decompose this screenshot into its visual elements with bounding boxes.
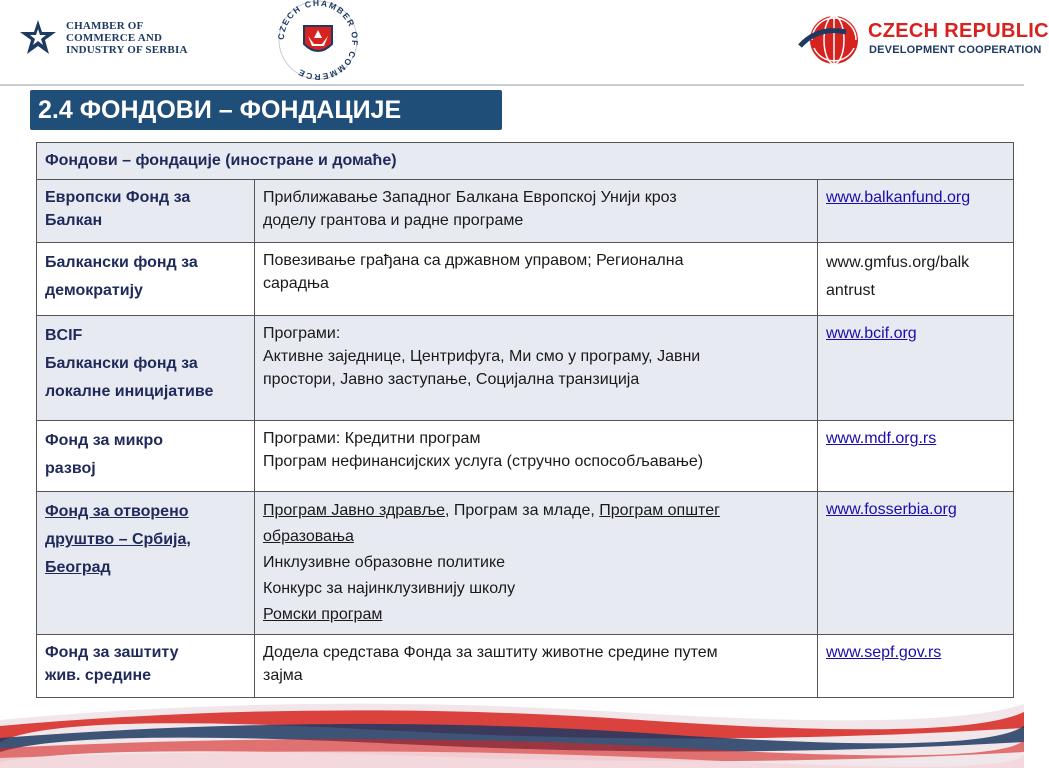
fund-description xyxy=(255,421,818,492)
fund-name-line: жив. средине xyxy=(45,667,152,684)
fund-name-line: Балкански фонд за xyxy=(45,355,198,372)
fund-name-line: Европски Фонд за xyxy=(45,189,191,206)
fund-description xyxy=(255,243,818,316)
table-header-row xyxy=(37,143,1014,180)
chamber-serbia-logo xyxy=(18,14,218,60)
description-line: сарадња xyxy=(263,275,329,292)
table-row xyxy=(37,243,1014,316)
description-line xyxy=(263,498,809,550)
fund-description xyxy=(255,180,818,243)
table-row xyxy=(37,421,1014,492)
fund-name xyxy=(37,243,255,316)
fund-url-link[interactable]: www.mdf.org.rs xyxy=(826,430,937,447)
fund-name-link-line[interactable]: друштво – Србија, xyxy=(45,531,191,548)
fund-url-cell xyxy=(818,243,1014,316)
description-line: Активне заједнице, Центрифуга, Ми смо у програму, Јавни xyxy=(263,348,701,365)
description-line: Додела средстава Фонда за заштиту животне средине путем xyxy=(263,644,718,661)
fund-url-link[interactable]: www.bcif.org xyxy=(826,325,917,342)
fund-name-line: Фонд за заштиту xyxy=(45,644,179,661)
fund-name[interactable] xyxy=(37,492,255,635)
fund-name xyxy=(37,316,255,421)
serbia-logo-line-3: INDUSTRY OF SERBIA xyxy=(66,44,188,56)
serbia-logo-line-1: CHAMBER OF xyxy=(66,20,144,32)
fund-name-line: BCIF xyxy=(45,327,83,344)
table-row xyxy=(37,635,1014,698)
fund-name-line: развој xyxy=(45,460,96,477)
public-health-program-link[interactable]: Програм Јавно здравље xyxy=(263,502,445,519)
fund-name xyxy=(37,180,255,243)
description-line: зајма xyxy=(263,667,303,684)
description-line: Програми: Кредитни програм xyxy=(263,430,481,447)
table-row xyxy=(37,180,1014,243)
fund-url-cell xyxy=(818,180,1014,243)
description-line: Конкурс за најинклузивнију школу xyxy=(263,580,516,597)
roma-program-link[interactable]: Ромски програм xyxy=(263,606,383,623)
header-divider xyxy=(0,84,1024,86)
description-line: Програм нефинансијских услуга (стручно оспособљавање) xyxy=(263,453,704,470)
fund-url-text: www.gmfus.org/balk antrust xyxy=(826,254,970,299)
czech-chamber-seal-icon xyxy=(270,0,366,80)
fund-name-line: Балкански фонд за xyxy=(45,254,198,271)
general-education-program-link[interactable]: Програм општег образовања xyxy=(263,502,720,545)
flag-swoosh-graphic xyxy=(0,690,1024,768)
fund-description xyxy=(255,635,818,698)
globe-swoosh-icon xyxy=(800,12,864,68)
fund-name xyxy=(37,421,255,492)
development-cooperation-text: DEVELOPMENT COOPERATION xyxy=(869,44,1042,56)
fund-url-link[interactable]: www.sepf.gov.rs xyxy=(826,644,942,661)
fund-name xyxy=(37,635,255,698)
table-header: Фондови – фондације (иностране и домаће) xyxy=(37,143,1014,180)
fund-url-cell xyxy=(818,492,1014,635)
fund-name-line: демократију xyxy=(45,282,143,299)
fund-url-cell xyxy=(818,316,1014,421)
fund-description xyxy=(255,492,818,635)
description-line: Инклузивне образовне политике xyxy=(263,554,506,571)
czech-republic-text: CZECH REPUBLIC xyxy=(868,20,1049,42)
fund-name-link-line[interactable]: Београд xyxy=(45,559,111,576)
fund-name-line: Фонд за микро xyxy=(45,432,164,449)
description-line: доделу грантова и радне програме xyxy=(263,212,524,229)
fund-url-cell xyxy=(818,421,1014,492)
description-line: простори, Јавно заступање, Социјална транзиција xyxy=(263,371,640,388)
star-emblem-icon xyxy=(18,18,58,58)
description-text: , Програм за младе, xyxy=(444,502,600,519)
fund-url-link[interactable]: www.fosserbia.org xyxy=(826,501,957,518)
fund-name-line: локалне иницијативе xyxy=(45,383,214,400)
description-line xyxy=(263,602,809,628)
czech-development-logo xyxy=(800,12,1049,68)
page-title: 2.4 ФОНДОВИ – ФОНДАЦИЈЕ xyxy=(30,90,502,130)
fund-description xyxy=(255,316,818,421)
description-line: Приближавање Западног Балкана Европској Унији кроз xyxy=(263,189,677,206)
fund-name-line: Балкан xyxy=(45,212,103,229)
table-row xyxy=(37,492,1014,635)
funds-table xyxy=(36,142,1014,698)
description-line: Програми: xyxy=(263,325,341,342)
fund-name-link-line[interactable]: Фонд за отворено xyxy=(45,503,189,520)
table-row xyxy=(37,316,1014,421)
description-line: Повезивање грађана са државном управом; Регионална xyxy=(263,252,684,269)
fund-url-cell xyxy=(818,635,1014,698)
serbia-logo-line-2: COMMERCE AND xyxy=(66,32,163,44)
fund-url-link[interactable]: www.balkanfund.org xyxy=(826,189,971,206)
seal-ring-text: CZECH CHAMBER OF COMMERCE xyxy=(275,0,361,80)
